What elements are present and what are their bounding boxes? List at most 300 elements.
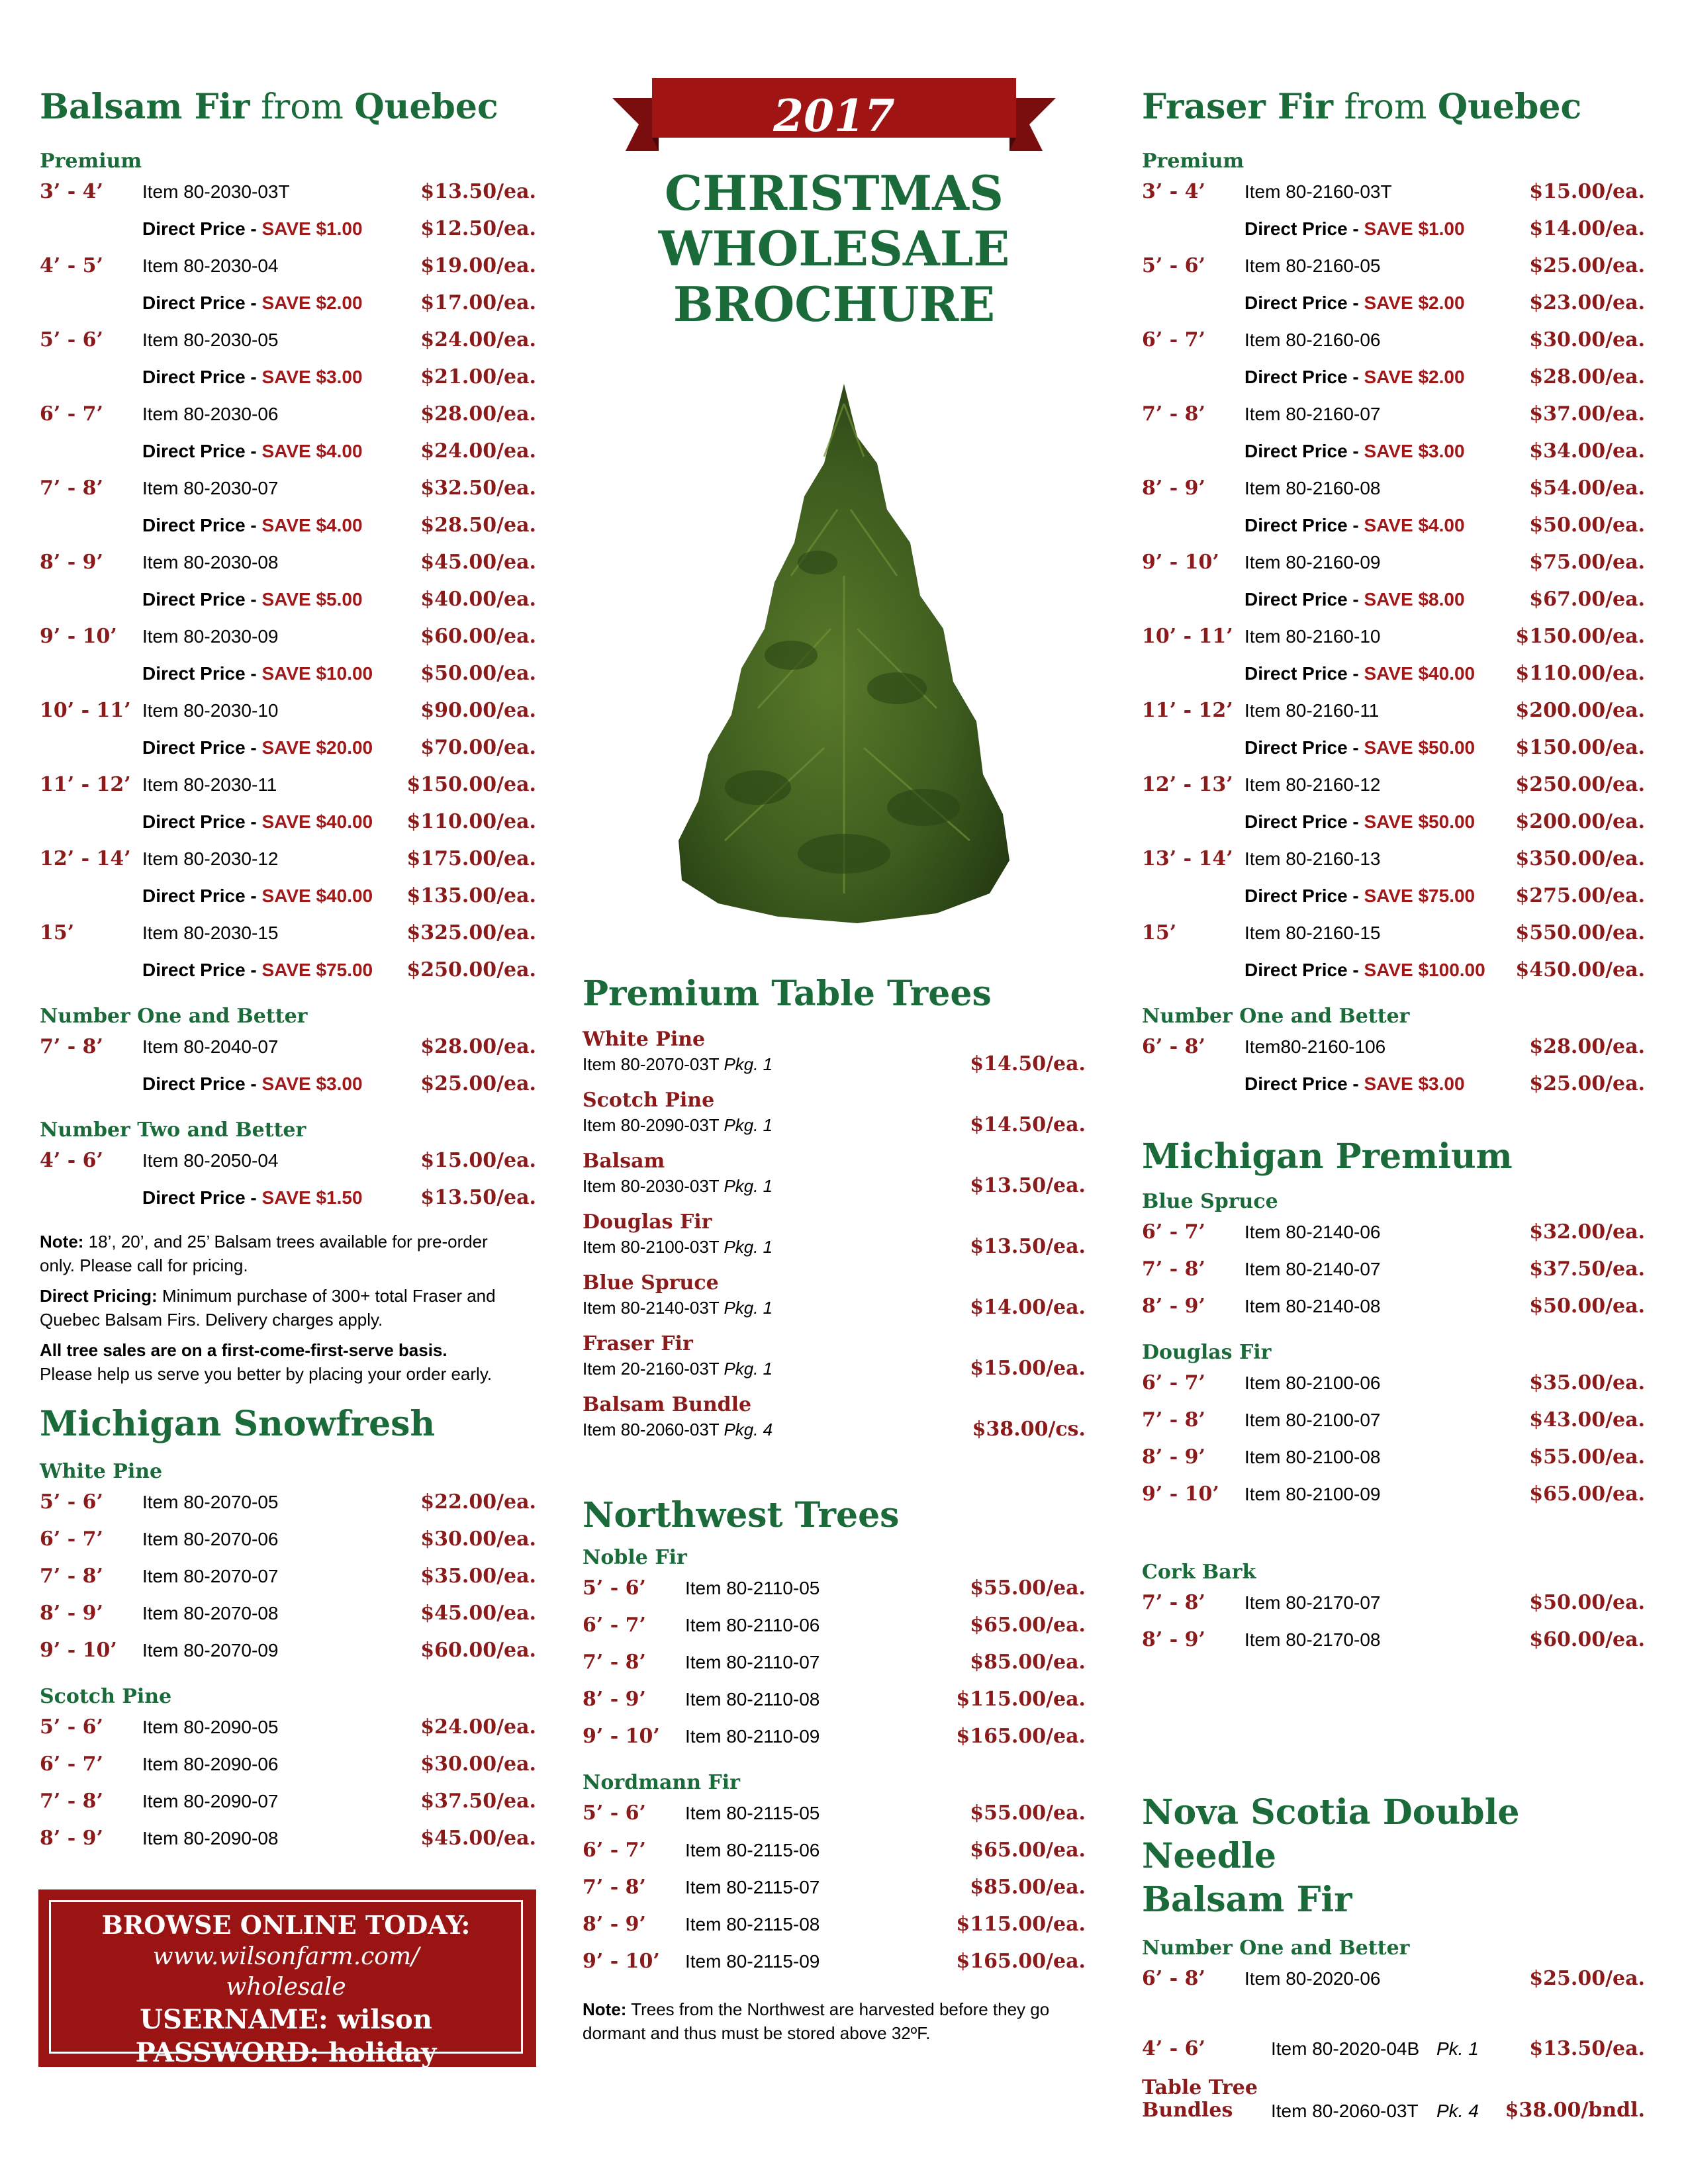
price-row bbox=[1142, 402, 1645, 439]
save-amount: SAVE $20.00 bbox=[261, 737, 373, 758]
price-row bbox=[583, 1950, 1086, 1987]
price-row bbox=[583, 1651, 1086, 1688]
size-label bbox=[1142, 2077, 1271, 2122]
price: $19.00/ea. bbox=[420, 254, 536, 277]
direct-label: Direct Price - bbox=[142, 589, 262, 610]
price-row bbox=[1142, 921, 1645, 958]
price-row bbox=[40, 847, 536, 884]
price: $32.50/ea. bbox=[420, 477, 536, 500]
price: $15.00/ea. bbox=[420, 1149, 536, 1172]
price-row bbox=[40, 180, 536, 217]
table-tree-item bbox=[583, 1088, 1086, 1137]
direct-label: Direct Price - bbox=[1244, 886, 1364, 906]
item-text: Item 80-2100-03T bbox=[583, 1237, 720, 1257]
direct-price-row bbox=[40, 736, 536, 773]
title-part: Quebec bbox=[1437, 87, 1582, 127]
price: $55.00/ea. bbox=[970, 1576, 1086, 1600]
save-amount: SAVE $1.00 bbox=[261, 218, 363, 239]
title-part: from bbox=[1333, 87, 1438, 127]
price-row bbox=[40, 1490, 536, 1527]
price-row bbox=[40, 1790, 536, 1827]
size-label: 7’ - 8’ bbox=[583, 1876, 646, 1899]
table-tree-row bbox=[583, 1052, 1086, 1076]
save-amount: SAVE $3.00 bbox=[1364, 441, 1465, 461]
item-number: Item 80-2160-06 bbox=[1244, 330, 1381, 350]
direct-price: $135.00/ea. bbox=[406, 884, 536, 907]
direct-price: $14.00/ea. bbox=[1529, 217, 1645, 240]
item-number: Item80-2160-106 bbox=[1244, 1036, 1386, 1057]
table-tree-item bbox=[583, 1392, 1086, 1441]
browse-url[interactable]: www.wilsonfarm.com/ bbox=[152, 1943, 420, 1970]
pkg-label: Pkg. 1 bbox=[724, 1115, 773, 1135]
price: $550.00/ea. bbox=[1515, 921, 1645, 944]
item-number: Item 80-2070-07 bbox=[142, 1566, 279, 1586]
price: $37.00/ea. bbox=[1529, 402, 1645, 426]
price: $24.00/ea. bbox=[420, 328, 536, 351]
direct-price-label bbox=[1244, 367, 1529, 388]
price: $75.00/ea. bbox=[1529, 551, 1645, 574]
title-part: from bbox=[250, 87, 355, 127]
price-row bbox=[583, 1688, 1086, 1725]
price-row bbox=[1142, 328, 1645, 365]
price: $28.00/ea. bbox=[1529, 1035, 1645, 1058]
direct-price-row bbox=[40, 439, 536, 477]
nova-row bbox=[1142, 1967, 1645, 2004]
item-number: Item 80-2160-11 bbox=[1244, 700, 1380, 721]
price: $45.00/ea. bbox=[420, 551, 536, 574]
price-row bbox=[40, 402, 536, 439]
pkg-label: Pkg. 1 bbox=[724, 1237, 773, 1257]
password-label: PASSWORD: holiday bbox=[135, 2037, 437, 2068]
price-row bbox=[40, 477, 536, 514]
price-row bbox=[1142, 1220, 1645, 1257]
item-number: Item 80-2100-07 bbox=[1244, 1410, 1381, 1430]
direct-label: Direct Price - bbox=[1244, 1073, 1364, 1094]
nova-row bbox=[1142, 2037, 1645, 2074]
price: $250.00/ea. bbox=[1515, 773, 1645, 796]
price-row bbox=[40, 773, 536, 810]
item-number: Item 80-2160-13 bbox=[1244, 848, 1381, 869]
tree-name: Fraser Fir bbox=[583, 1332, 693, 1355]
direct-price-row bbox=[1142, 439, 1645, 477]
note-text: Please help us serve you better by placing your order early. bbox=[40, 1364, 492, 1384]
direct-price-row bbox=[40, 958, 536, 995]
size-line: Table Tree bbox=[1142, 2076, 1258, 2099]
item-text: Item 80-2030-03T bbox=[583, 1176, 720, 1196]
direct-price-label bbox=[1244, 737, 1515, 758]
nova-scotia-title bbox=[1142, 1791, 1645, 1922]
direct-price-label bbox=[1244, 886, 1515, 907]
nova-no1-label: Number One and Better bbox=[1142, 1936, 1410, 1960]
price-row bbox=[40, 1602, 536, 1639]
size-label: 15’ bbox=[40, 921, 75, 944]
direct-price-row bbox=[40, 1186, 536, 1223]
size-label: 5’ - 6’ bbox=[40, 328, 103, 351]
item-number: Item 80-2160-15 bbox=[1244, 923, 1381, 943]
item-number: Item 80-2030-07 bbox=[142, 478, 279, 498]
price-row bbox=[1142, 1482, 1645, 1520]
direct-price: $450.00/ea. bbox=[1515, 958, 1645, 981]
item-number: Item 80-2100-08 bbox=[1244, 1447, 1381, 1467]
price-row bbox=[1142, 477, 1645, 514]
direct-price-label bbox=[1244, 1073, 1529, 1095]
no1-label: Number One and Better bbox=[1142, 1005, 1410, 1028]
item-number: Item 80-2070-06 bbox=[142, 1529, 279, 1549]
item-number: Item 80-2115-05 bbox=[685, 1803, 820, 1823]
direct-price-row bbox=[1142, 810, 1645, 847]
price: $200.00/ea. bbox=[1515, 699, 1645, 722]
no1-label: Number One and Better bbox=[40, 1005, 308, 1028]
price-row bbox=[40, 1827, 536, 1864]
price: $14.50/ea. bbox=[970, 1052, 1086, 1075]
item-number: Item 80-2030-03T bbox=[142, 181, 290, 202]
scotch-pine-label: Scotch Pine bbox=[40, 1685, 172, 1708]
direct-label: Direct Price - bbox=[142, 1073, 262, 1094]
price-row bbox=[583, 1614, 1086, 1651]
direct-price-row bbox=[1142, 365, 1645, 402]
note-text: Minimum purchase of 300+ total Fraser and Quebec Balsam Firs. Delivery charges apply. bbox=[40, 1286, 496, 1330]
size-label: 4’ - 6’ bbox=[1142, 2037, 1205, 2060]
direct-label: Direct Price - bbox=[1244, 367, 1364, 387]
price-row bbox=[1142, 1445, 1645, 1482]
item-number: Item 80-2030-08 bbox=[142, 552, 279, 572]
direct-price: $275.00/ea. bbox=[1515, 884, 1645, 907]
price: $13.50/ea. bbox=[420, 180, 536, 203]
browse-inner bbox=[49, 1900, 523, 2068]
direct-price: $50.00/ea. bbox=[420, 662, 536, 685]
direct-price: $110.00/ea. bbox=[406, 810, 536, 833]
price: $55.00/ea. bbox=[1529, 1445, 1645, 1469]
title-part: Balsam Fir bbox=[40, 87, 250, 127]
direct-price: $110.00/ea. bbox=[1515, 662, 1645, 685]
size-label: 15’ bbox=[1142, 921, 1177, 944]
white-pine-list bbox=[40, 1490, 536, 1676]
size-label: 7’ - 8’ bbox=[1142, 1408, 1205, 1432]
price-row bbox=[40, 1639, 536, 1676]
price-row bbox=[1142, 773, 1645, 810]
size-label: 7’ - 8’ bbox=[40, 1565, 103, 1588]
price-row bbox=[1142, 551, 1645, 588]
direct-price-label bbox=[142, 293, 420, 314]
direct-price: $23.00/ea. bbox=[1529, 291, 1645, 314]
size-label: 5’ - 6’ bbox=[583, 1576, 646, 1600]
blue-spruce-label: Blue Spruce bbox=[1142, 1190, 1278, 1213]
price: $35.00/ea. bbox=[420, 1565, 536, 1588]
item-number bbox=[583, 1296, 970, 1320]
save-amount: SAVE $4.00 bbox=[261, 441, 363, 461]
direct-label: Direct Price - bbox=[1244, 293, 1364, 313]
table-tree-item bbox=[583, 1271, 1086, 1320]
direct-label: Direct Price - bbox=[142, 218, 262, 239]
balsam-note-1 bbox=[40, 1230, 503, 1277]
size-label: 11’ - 12’ bbox=[1142, 699, 1233, 722]
item-text: Item 80-2090-03T bbox=[583, 1115, 720, 1135]
direct-price: $13.50/ea. bbox=[420, 1186, 536, 1209]
size-label: 7’ - 8’ bbox=[1142, 1257, 1205, 1281]
note-text: Trees from the Northwest are harvested before they go dormant and thus must be stored above 32ºF. bbox=[583, 1999, 1050, 2043]
direct-label: Direct Price - bbox=[142, 811, 262, 832]
direct-price-label bbox=[1244, 589, 1529, 610]
tree-name: White Pine bbox=[583, 1028, 706, 1051]
size-label: 7’ - 8’ bbox=[583, 1651, 646, 1674]
price-row bbox=[40, 328, 536, 365]
price-row bbox=[40, 551, 536, 588]
price: $43.00/ea. bbox=[1529, 1408, 1645, 1432]
item-number: Item 80-2110-08 bbox=[685, 1689, 820, 1709]
price: $13.50/ea. bbox=[1529, 2037, 1645, 2060]
item-number: Item 80-2115-09 bbox=[685, 1951, 820, 1972]
direct-label: Direct Price - bbox=[142, 886, 262, 906]
price: $50.00/ea. bbox=[1529, 1295, 1645, 1318]
size-label: 7’ - 8’ bbox=[1142, 1591, 1205, 1614]
price: $30.00/ea. bbox=[1529, 328, 1645, 351]
price: $25.00/ea. bbox=[1529, 254, 1645, 277]
white-pine-label: White Pine bbox=[40, 1460, 163, 1483]
price: $32.00/ea. bbox=[1529, 1220, 1645, 1244]
premium-label: Premium bbox=[1142, 150, 1244, 173]
size-label: 4’ - 5’ bbox=[40, 254, 103, 277]
table-tree-row bbox=[583, 1174, 1086, 1198]
size-label: 12’ - 14’ bbox=[40, 847, 131, 870]
price-row bbox=[40, 1715, 536, 1752]
direct-price-label bbox=[1244, 293, 1529, 314]
size-label: 8’ - 9’ bbox=[583, 1913, 646, 1936]
save-amount: SAVE $3.00 bbox=[1364, 1073, 1465, 1094]
size-label: 5’ - 6’ bbox=[583, 1801, 646, 1825]
direct-price-label bbox=[1244, 218, 1529, 240]
price-row bbox=[1142, 1591, 1645, 1628]
item-number: Item 80-2090-06 bbox=[142, 1754, 279, 1774]
save-amount: SAVE $2.00 bbox=[1364, 367, 1465, 387]
direct-label: Direct Price - bbox=[1244, 589, 1364, 610]
price: $15.00/ea. bbox=[970, 1357, 1086, 1380]
size-label: 6’ - 8’ bbox=[1142, 1035, 1205, 1058]
item-number bbox=[583, 1174, 970, 1198]
direct-price-label bbox=[1244, 960, 1515, 981]
size-label: 6’ - 8’ bbox=[1142, 1967, 1205, 1990]
price-row bbox=[1142, 1628, 1645, 1665]
item-number: Item 80-2030-09 bbox=[142, 626, 279, 647]
tree-name: Douglas Fir bbox=[583, 1210, 712, 1234]
balsam-column bbox=[40, 86, 536, 1864]
direct-price: $70.00/ea. bbox=[420, 736, 536, 759]
direct-price-row bbox=[40, 514, 536, 551]
size-label: 8’ - 9’ bbox=[40, 551, 103, 574]
direct-price: $25.00/ea. bbox=[1529, 1072, 1645, 1095]
note-bold: All tree sales are on a first-come-first-serve basis. bbox=[40, 1340, 447, 1360]
direct-price: $50.00/ea. bbox=[1529, 514, 1645, 537]
direct-label: Direct Price - bbox=[142, 1187, 262, 1208]
price-row bbox=[40, 699, 536, 736]
save-amount: SAVE $4.00 bbox=[261, 515, 363, 535]
price-row bbox=[40, 1035, 536, 1072]
item-number: Item 80-2160-08 bbox=[1244, 478, 1381, 498]
table-trees-column bbox=[583, 973, 1086, 2050]
direct-price: $200.00/ea. bbox=[1515, 810, 1645, 833]
item-number: Item 80-2110-06 bbox=[685, 1615, 820, 1635]
item-number: Item 80-2030-04 bbox=[142, 255, 279, 276]
direct-price-row bbox=[40, 365, 536, 402]
direct-label: Direct Price - bbox=[1244, 960, 1364, 980]
direct-price-row bbox=[1142, 217, 1645, 254]
size-label: 11’ - 12’ bbox=[40, 773, 131, 796]
table-tree-item bbox=[583, 1210, 1086, 1259]
direct-price: $25.00/ea. bbox=[420, 1072, 536, 1095]
save-amount: SAVE $2.00 bbox=[1364, 293, 1465, 313]
item-number: Item 80-2020-06 bbox=[1244, 1968, 1381, 1989]
direct-price-label bbox=[142, 960, 406, 981]
item-number: Item 80-2030-10 bbox=[142, 700, 279, 721]
browse-online-box bbox=[38, 1889, 536, 2067]
price-row bbox=[1142, 1257, 1645, 1295]
item-number: Item 80-2050-04 bbox=[142, 1150, 279, 1171]
price: $37.50/ea. bbox=[1529, 1257, 1645, 1281]
save-amount: SAVE $1.00 bbox=[1364, 218, 1465, 239]
item-number: Item 80-2160-03T bbox=[1244, 181, 1392, 202]
noble-fir-list bbox=[583, 1576, 1086, 1762]
price: $65.00/ea. bbox=[970, 1614, 1086, 1637]
direct-label: Direct Price - bbox=[1244, 737, 1364, 758]
price: $115.00/ea. bbox=[956, 1913, 1086, 1936]
direct-price: $250.00/ea. bbox=[406, 958, 536, 981]
save-amount: SAVE $40.00 bbox=[261, 886, 373, 906]
note-bold: Note: bbox=[583, 1999, 627, 2019]
item-number: Item 80-2030-11 bbox=[142, 774, 277, 795]
price: $60.00/ea. bbox=[420, 1639, 536, 1662]
price-row bbox=[40, 625, 536, 662]
table-tree-row bbox=[583, 1296, 1086, 1320]
item-number bbox=[583, 1418, 972, 1441]
size-label: 9’ - 10’ bbox=[1142, 551, 1219, 574]
save-amount: SAVE $2.00 bbox=[261, 293, 363, 313]
douglas-fir-list bbox=[1142, 1371, 1645, 1520]
size-label: 8’ - 9’ bbox=[583, 1688, 646, 1711]
direct-price: $28.50/ea. bbox=[420, 514, 536, 537]
size-label: 5’ - 6’ bbox=[40, 1715, 103, 1739]
item-number: Item 80-2100-06 bbox=[1244, 1373, 1381, 1393]
item-number: Item 80-2140-08 bbox=[1244, 1296, 1381, 1316]
direct-price-label bbox=[1244, 515, 1529, 536]
size-label: 9’ - 10’ bbox=[583, 1725, 660, 1748]
price-row bbox=[1142, 180, 1645, 217]
direct-label: Direct Price - bbox=[142, 737, 262, 758]
direct-label: Direct Price - bbox=[1244, 441, 1364, 461]
size-label: 8’ - 9’ bbox=[1142, 1628, 1205, 1651]
item-number: Item 80-2030-12 bbox=[142, 848, 279, 869]
price-row bbox=[583, 1576, 1086, 1614]
price: $90.00/ea. bbox=[420, 699, 536, 722]
size-label: 8’ - 9’ bbox=[40, 1602, 103, 1625]
item-number: Item 80-2030-06 bbox=[142, 404, 279, 424]
noble-fir-label: Noble Fir bbox=[583, 1546, 687, 1569]
item-number: Item 80-2160-05 bbox=[1244, 255, 1381, 276]
price: $13.50/ea. bbox=[970, 1235, 1086, 1258]
balsam-section-title bbox=[40, 86, 536, 128]
size-label: 5’ - 6’ bbox=[40, 1490, 103, 1514]
direct-label: Direct Price - bbox=[142, 960, 262, 980]
size-line: Bundles bbox=[1142, 2099, 1233, 2122]
direct-price-label bbox=[1244, 811, 1515, 833]
size-label: 8’ - 9’ bbox=[1142, 1295, 1205, 1318]
price: $45.00/ea. bbox=[420, 1827, 536, 1850]
size-label: 6’ - 7’ bbox=[1142, 328, 1205, 351]
direct-price: $12.50/ea. bbox=[420, 217, 536, 240]
direct-price-label bbox=[142, 367, 420, 388]
price: $37.50/ea. bbox=[420, 1790, 536, 1813]
title-line-1: CHRISTMAS bbox=[665, 165, 1004, 221]
blue-spruce-list bbox=[1142, 1220, 1645, 1332]
title-part: Quebec bbox=[354, 87, 498, 127]
pkg-label: Pk. 1 bbox=[1436, 2038, 1479, 2059]
browse-url-2[interactable]: wholesale bbox=[226, 1974, 346, 2001]
direct-price-row bbox=[1142, 736, 1645, 773]
price-row bbox=[40, 1752, 536, 1790]
item-number: Item 80-2070-05 bbox=[142, 1492, 279, 1512]
balsam-no1-list bbox=[40, 1035, 536, 1109]
price-row bbox=[583, 1913, 1086, 1950]
item-number: Item 80-2160-12 bbox=[1244, 774, 1381, 795]
price-row bbox=[1142, 1371, 1645, 1408]
direct-label: Direct Price - bbox=[142, 441, 262, 461]
michigan-premium-title: Michigan Premium bbox=[1142, 1136, 1513, 1177]
direct-price-label bbox=[1244, 663, 1515, 684]
direct-price-row bbox=[1142, 514, 1645, 551]
save-amount: SAVE $100.00 bbox=[1364, 960, 1485, 980]
direct-price-row bbox=[40, 662, 536, 699]
direct-price-row bbox=[1142, 958, 1645, 995]
direct-price-row bbox=[40, 588, 536, 625]
price: $165.00/ea. bbox=[956, 1725, 1086, 1748]
price: $55.00/ea. bbox=[970, 1801, 1086, 1825]
price-row bbox=[583, 1801, 1086, 1839]
item-text: Item 80-2070-03T bbox=[583, 1054, 720, 1074]
size-label: 6’ - 7’ bbox=[40, 402, 103, 426]
direct-price: $67.00/ea. bbox=[1529, 588, 1645, 611]
price: $24.00/ea. bbox=[420, 1715, 536, 1739]
size-label: 7’ - 8’ bbox=[40, 477, 103, 500]
scotch-pine-list bbox=[40, 1715, 536, 1864]
price-row bbox=[1142, 1035, 1645, 1072]
title-line-2: WHOLESALE bbox=[658, 220, 1010, 277]
price: $325.00/ea. bbox=[406, 921, 536, 944]
item-number: Item 80-2090-07 bbox=[142, 1791, 279, 1811]
item-number: Item 80-2160-07 bbox=[1244, 404, 1381, 424]
save-amount: SAVE $50.00 bbox=[1364, 811, 1476, 832]
price: $85.00/ea. bbox=[970, 1651, 1086, 1674]
direct-price-label bbox=[142, 663, 420, 684]
price: $165.00/ea. bbox=[956, 1950, 1086, 1973]
item-number: Item 80-2030-05 bbox=[142, 330, 279, 350]
save-amount: SAVE $75.00 bbox=[1364, 886, 1476, 906]
item-number: Item 80-2115-06 bbox=[685, 1840, 820, 1860]
direct-price-row bbox=[1142, 1072, 1645, 1109]
pkg-label: Pkg. 1 bbox=[724, 1298, 773, 1318]
save-amount: SAVE $1.50 bbox=[261, 1187, 363, 1208]
table-tree-row bbox=[583, 1235, 1086, 1259]
fraser-section-title bbox=[1142, 86, 1645, 128]
item-text: Item 80-2140-03T bbox=[583, 1298, 720, 1318]
size-label: 7’ - 8’ bbox=[40, 1035, 103, 1058]
direct-price: $17.00/ea. bbox=[420, 291, 536, 314]
table-tree-item bbox=[583, 1027, 1086, 1076]
size-label: 6’ - 7’ bbox=[40, 1527, 103, 1551]
price: $35.00/ea. bbox=[1529, 1371, 1645, 1394]
price: $13.50/ea. bbox=[970, 1174, 1086, 1197]
size-label: 8’ - 9’ bbox=[1142, 1445, 1205, 1469]
direct-price: $150.00/ea. bbox=[1515, 736, 1645, 759]
price-row bbox=[40, 1527, 536, 1565]
size-label: 9’ - 10’ bbox=[40, 625, 117, 648]
